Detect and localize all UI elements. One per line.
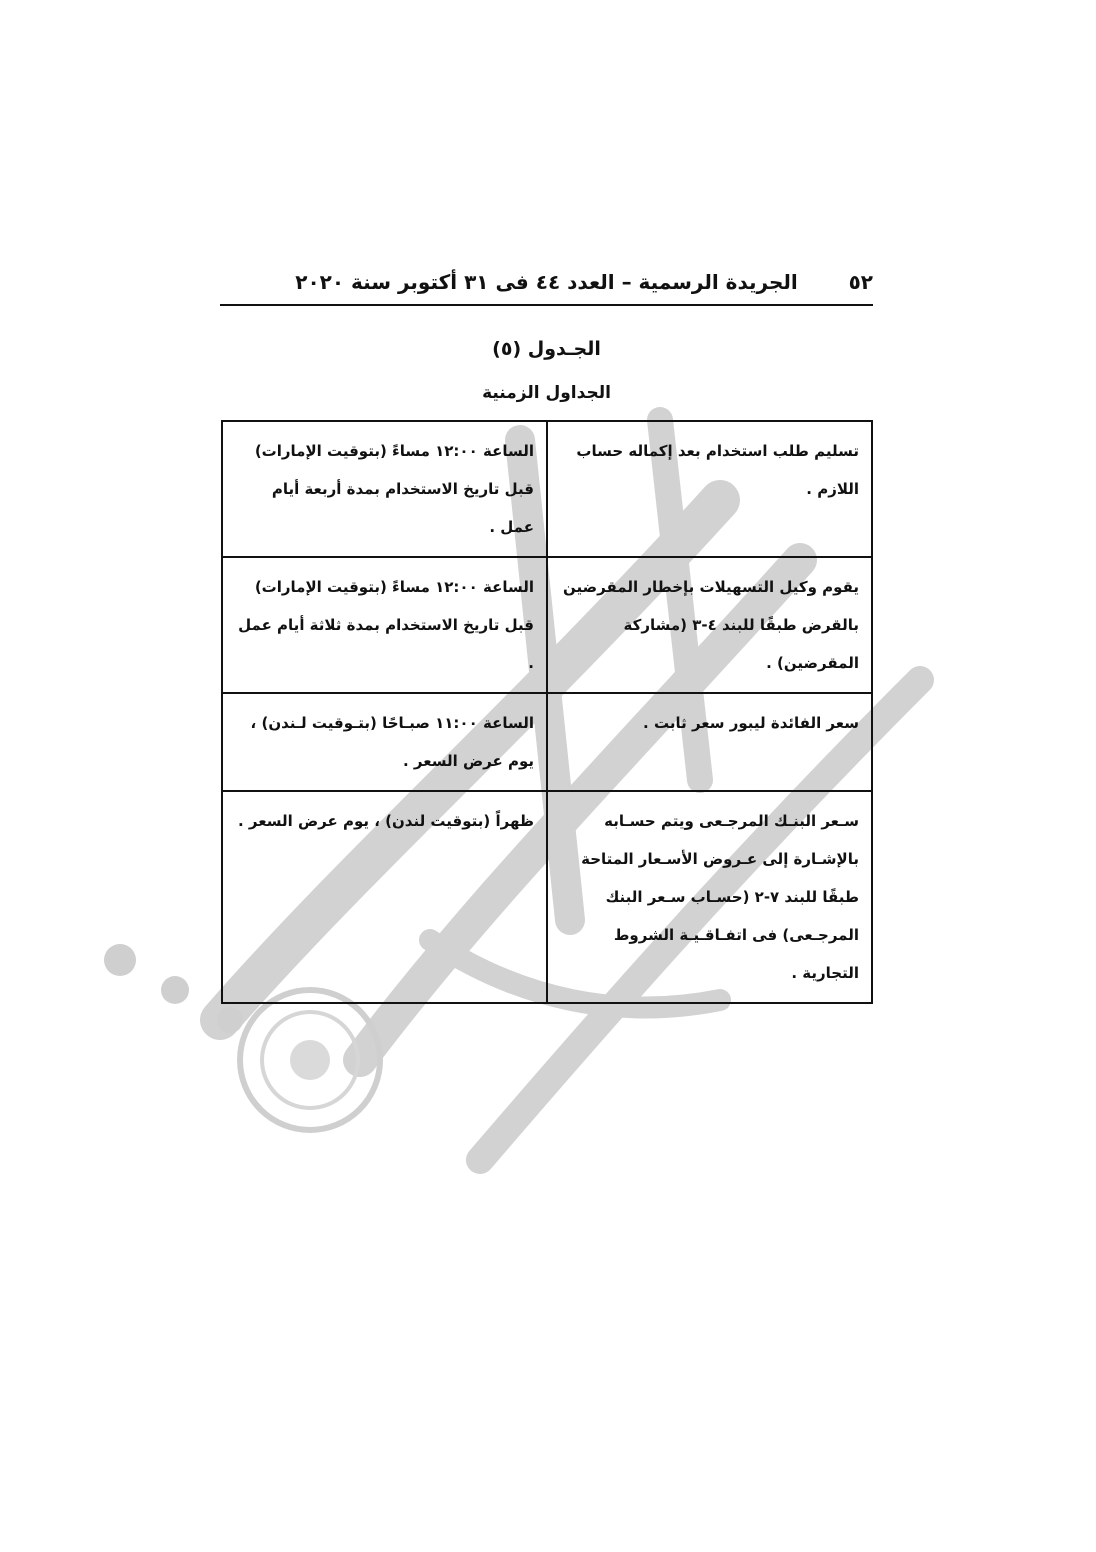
running-title: الجريدة الرسمية – العدد ٤٤ فى ٣١ أكتوبر سنة ٢٠٢٠ <box>295 270 798 294</box>
time-cell: الساعة ١٢:٠٠ مساءً (بتوقيت الإمارات) قبل تاريخ الاستخدام بمدة ثلاثة أيام عمل . <box>222 557 547 693</box>
page-header <box>220 262 873 302</box>
time-cell: الساعة ١٢:٠٠ مساءً (بتوقيت الإمارات) قبل تاريخ الاستخدام بمدة أربعة أيام عمل . <box>222 421 547 557</box>
seal-icon <box>240 990 380 1130</box>
event-cell: تسليم طلب استخدام بعد إكماله حساب اللازم . <box>547 421 872 557</box>
event-cell: سعر الفائدة ليبور سعر ثابت . <box>547 693 872 791</box>
time-cell: الساعة ١١:٠٠ صبـاحًا (بتـوقيت لـندن) ، يوم عرض السعر . <box>222 693 547 791</box>
table-row <box>222 421 872 557</box>
time-cell: ظهراً (بتوقيت لندن) ، يوم عرض السعر . <box>222 791 547 1003</box>
table-row <box>222 557 872 693</box>
event-cell: يقوم وكيل التسهيلات بإخطار المقرضين بالقرض طبقًا للبند ٤-٣ (مشاركة المقرضين) . <box>547 557 872 693</box>
schedule-table <box>221 420 873 1004</box>
table-subtitle: الجداول الزمنية <box>482 383 611 403</box>
table-row <box>222 791 872 1003</box>
table-row <box>222 693 872 791</box>
event-cell: سـعر البنـك المرجـعى ويتم حسـابه بالإشـارة إلى عـروض الأسـعار المتاحة طبقًا للبند ٧-٢ (حسـاب سـعر البنك المرجـعى) فى اتفـاقـيـة الشروط التجارية . <box>547 791 872 1003</box>
header-rule <box>220 304 873 306</box>
page-number: ٥٢ <box>848 270 873 294</box>
table-title: الجـدول (٥) <box>492 338 601 360</box>
